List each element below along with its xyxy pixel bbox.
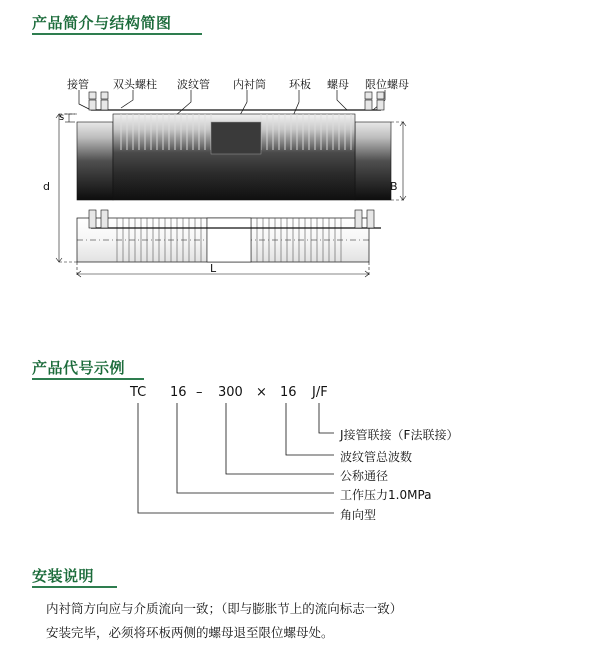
code-desc-waves: 波纹管总波数 <box>340 450 413 464</box>
structure-drawing-svg <box>55 70 475 285</box>
dimension-label-L: L <box>210 262 217 275</box>
structure-diagram <box>43 70 475 285</box>
section-rule-install <box>32 586 117 588</box>
callout-label-liner: 内衬筒 <box>233 78 266 91</box>
code-token-joint: J/F <box>312 385 328 400</box>
code-leader-lines <box>100 385 520 535</box>
section-title-install: 安装说明 <box>32 567 95 585</box>
install-note-line-1: 内衬筒方向应与介质流向一致；（即与膨胀节上的流向标志一致） <box>46 601 403 616</box>
section-rule-intro <box>32 33 202 35</box>
section-title-intro: 产品简介与结构简图 <box>32 14 172 32</box>
dimension-label-d: d <box>43 180 50 193</box>
code-token-waves: 16 <box>280 385 297 400</box>
product-code-diagram <box>100 385 520 535</box>
code-token-times: × <box>256 385 267 400</box>
code-desc-joint: J接管联接（F法联接） <box>340 428 459 442</box>
dimension-label-B: B <box>390 180 398 193</box>
section-rule-code <box>32 378 144 380</box>
callout-label-pipe: 接管 <box>67 78 89 91</box>
callout-label-nut: 螺母 <box>327 78 349 91</box>
callout-label-limit-nut: 限位螺母 <box>365 78 409 91</box>
callout-label-stud: 双头螺柱 <box>113 78 157 91</box>
code-desc-type: 角向型 <box>340 508 377 522</box>
install-notes <box>46 600 566 648</box>
code-token-dash: – <box>196 385 203 400</box>
dimension-label-s: s <box>59 112 65 123</box>
code-token-series: TC <box>130 385 147 400</box>
code-token-pressure: 16 <box>170 385 187 400</box>
code-token-diameter: 300 <box>218 385 243 400</box>
code-desc-pressure: 工作压力1.0MPa <box>340 488 432 502</box>
install-note-line-2: 安装完毕，必须将环板两侧的螺母退至限位螺母处。 <box>46 625 334 640</box>
callout-label-ringplate: 环板 <box>289 78 311 91</box>
code-desc-diameter: 公称通径 <box>340 469 389 483</box>
callout-label-bellows: 波纹管 <box>177 78 210 91</box>
section-title-code: 产品代号示例 <box>32 359 126 377</box>
